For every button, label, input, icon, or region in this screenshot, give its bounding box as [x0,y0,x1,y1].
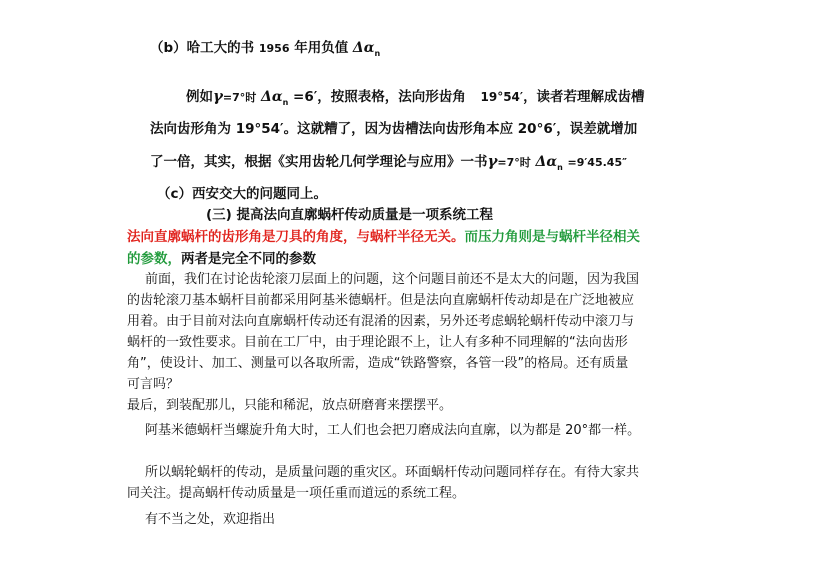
delta-alpha-symbol: Δα [352,40,375,56]
delta-alpha-subscript-2: n [282,98,289,107]
example-text-3: =6′，按照表格，法向形齿角 [293,89,466,105]
highlight-green-text-a: 而压力角则是与蜗杆半径相关 [464,229,640,245]
body-line-4: 蜗杆的一致性要求。目前在工厂中，由于理论跟不上，让人有多种不同理解的“法向齿形 [127,335,628,350]
body-line-6: 可言吗？ [127,377,180,392]
example-line-2 [150,119,637,139]
example-line-1 [186,86,645,113]
section-heading [206,205,493,225]
gamma-symbol-2: γ [487,152,498,170]
example-text-1: 例如 [186,89,213,105]
delta-alpha-symbol-3: Δα [535,154,558,170]
delta-alpha-subscript: n [374,49,381,58]
body-line-11: 有不当之处，欢迎指出 [145,512,276,527]
highlight-green-text-b: 的参数， [127,251,181,267]
highlight-line-1 [127,227,640,247]
example-text-2: =7°时 [222,91,257,104]
body-line-2: 的齿轮滚刀基本蜗杆目前都采用阿基米德蜗杆。但是法向直廓蜗杆传动却是在广泛地被应 [127,293,635,308]
highlight-line-2 [127,249,316,269]
delta-alpha-subscript-3: n [557,163,563,172]
section-b-text2: 年用负值 [294,40,349,56]
body-line-5: 角”，使设计、加工、测量可以各取所需，造成“铁路警察，各管一段”的格局。还有质量 [127,356,629,371]
section-c-text: （c）西安交大的问题同上。 [157,186,328,202]
section-b-line [150,38,380,64]
section-b-year: 1956 [258,42,290,55]
gamma-symbol: γ [213,87,223,105]
example-angle-1: 19°54′ [480,90,524,104]
body-line-1: 前面，我们在讨论齿轮滚刀层面上的问题，这个问题目前还不是太大的问题，因为我国 [145,272,640,287]
body-line-10: 同关注。提高蜗杆传动质量是一项任重而道远的系统工程。 [127,486,466,501]
body-line-8: 阿基米德蜗杆当螺旋升角大时，工人们也会把刀磨成法向直廓，以为都是 20°都一样。 [145,423,641,438]
example-line-3-text-c: =9′45.45″ [567,156,628,169]
body-line-9: 所以蜗轮蜗杆的传动，是质量问题的重灾区。环面蜗杆传动问题同样存在。有待大家共 [145,465,640,480]
section-b-text: 哈工大的书 [186,40,255,56]
example-line-3 [150,151,627,178]
section-b-label: （b） [150,40,187,56]
example-line-3-text-b: =7°时 [497,156,531,169]
section-heading-text: (三) 提高法向直廓蜗杆传动质量是一项系统工程 [206,207,494,223]
highlight-black-text: 两者是完全不同的参数 [181,251,316,267]
example-text-4: ，读者若理解成齿槽 [523,89,645,105]
body-line-3: 用着。由于目前对法向直廓蜗杆传动还有混淆的因素，另外还考虑蜗轮蜗杆传动中滚刀与 [127,314,635,329]
example-line-2-text: 法向齿形角为 19°54′。这就糟了，因为齿槽法向齿形角本应 20°6′，误差就增加 [150,121,638,137]
body-line-7: 最后，到装配那儿，只能和稀泥，放点研磨膏来摆摆平。 [127,398,453,413]
example-line-3-text: 了一倍，其实，根据《实用齿轮几何学理论与应用》一书 [150,154,488,170]
highlight-red-text: 法向直廓蜗杆的齿形角是刀具的角度，与蜗杆半径无关。 [127,229,465,245]
delta-alpha-symbol-2: Δα [260,89,283,105]
section-c-line [157,184,327,204]
